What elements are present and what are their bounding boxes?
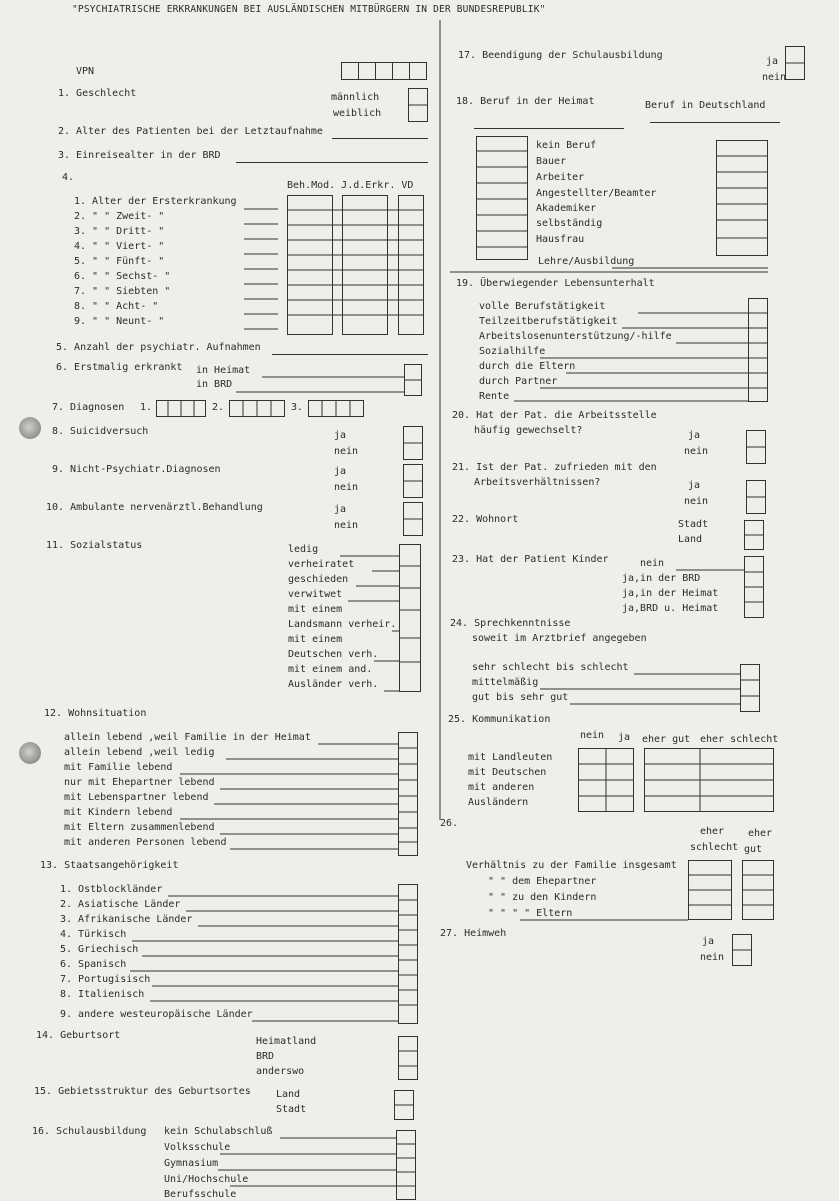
q21-opt: ja	[688, 480, 701, 491]
q14-opt: anderswo	[256, 1066, 305, 1077]
q26-col: schlecht	[690, 842, 739, 853]
q19-opt: durch die Eltern	[479, 361, 576, 372]
q4-row: 3. " " Dritt- "	[74, 226, 165, 237]
q26-label: 26.	[440, 818, 459, 829]
q18-opt: Akademiker	[536, 203, 597, 214]
q12-opt: allein lebend ,weil ledig	[64, 747, 215, 758]
q27-label: 27. Heimweh	[440, 928, 507, 939]
q15-opt: Land	[276, 1089, 301, 1100]
q16-opt: Gymnasium	[164, 1158, 219, 1169]
q27-opt: nein	[700, 952, 725, 963]
q4-row: 6. " " Sechst- "	[74, 271, 171, 282]
q27-opt: ja	[702, 936, 715, 947]
q12-opt: mit Kindern lebend	[64, 807, 173, 818]
q4-row: 4. " " Viert- "	[74, 241, 165, 252]
q16-opt: Uni/Hochschule	[164, 1174, 249, 1185]
vpn-label: VPN	[76, 66, 95, 77]
q24-opt: gut bis sehr gut	[472, 692, 569, 703]
q22-label: 22. Wohnort	[452, 514, 519, 525]
q18-opt: Bauer	[536, 156, 567, 167]
q11-opt: Ausländer verh.	[288, 679, 379, 690]
q15-opt: Stadt	[276, 1104, 307, 1115]
q4-row: 9. " " Neunt- "	[74, 316, 165, 327]
q23-opt: nein	[640, 558, 665, 569]
q24-label: 24. Sprechkenntnisse	[450, 618, 571, 629]
q6-opt: in BRD	[196, 379, 233, 390]
q17-opt: ja	[766, 56, 779, 67]
q11-opt: mit einem and.	[288, 664, 373, 675]
q25-label: 25. Kommunikation	[448, 714, 551, 725]
q4-row: 5. " " Fünft- "	[74, 256, 165, 267]
q19-opt: volle Berufstätigkeit	[479, 301, 606, 312]
q23-opt: ja,BRD u. Heimat	[622, 603, 719, 614]
q26-col: eher	[748, 828, 773, 839]
q7-n3: 3.	[291, 402, 304, 413]
q8-label: 8. Suicidversuch	[52, 426, 149, 437]
q6-opt: in Heimat	[196, 365, 251, 376]
q13-opt: 5. Griechisch	[60, 944, 139, 955]
q13-opt: 9. andere westeuropäische Länder	[60, 1009, 253, 1020]
q6-label: 6. Erstmalig erkrankt	[56, 362, 183, 373]
q15-label: 15. Gebietsstruktur des Geburtsortes	[34, 1086, 251, 1097]
q26-row: Verhältnis zu der Familie insgesamt	[466, 860, 677, 871]
q4-cols: Beh.Mod. J.d.Erkr. VD	[287, 180, 414, 191]
q12-opt: mit Eltern zusammenlebend	[64, 822, 215, 833]
q22-opt: Land	[678, 534, 703, 545]
q9-label: 9. Nicht-Psychiatr.Diagnosen	[52, 464, 221, 475]
q10-opt: ja	[334, 504, 347, 515]
q26-row: " " dem Ehepartner	[488, 876, 597, 887]
q18-opt: selbständig	[536, 218, 603, 229]
q11-opt: Landsmann verheir.	[288, 619, 397, 630]
q21-label: 21. Ist der Pat. zufrieden mit den	[452, 462, 657, 473]
q21-opt: nein	[684, 496, 709, 507]
q17-label: 17. Beendigung der Schulausbildung	[458, 50, 663, 61]
q13-opt: 4. Türkisch	[60, 929, 127, 940]
q5-label: 5. Anzahl der psychiatr. Aufnahmen	[56, 342, 261, 353]
q7-n2: 2.	[212, 402, 225, 413]
q23-label: 23. Hat der Patient Kinder	[452, 554, 609, 565]
q11-opt: mit einem	[288, 634, 343, 645]
q4-row: 7. " " Siebten "	[74, 286, 171, 297]
q11-opt: verwitwet	[288, 589, 343, 600]
q13-opt: 2. Asiatische Länder	[60, 899, 181, 910]
q13-opt: 7. Portugisisch	[60, 974, 151, 985]
q23-opt: ja,in der BRD	[622, 573, 701, 584]
q20-label: 20. Hat der Pat. die Arbeitsstelle	[452, 410, 657, 421]
q14-opt: Heimatland	[256, 1036, 317, 1047]
q25-row: Ausländern	[468, 797, 529, 808]
q11-opt: verheiratet	[288, 559, 355, 570]
q1-opt: weiblich	[333, 108, 382, 119]
q18-opt: kein Beruf	[536, 140, 597, 151]
q20-opt: ja	[688, 430, 701, 441]
q1-label: 1. Geschlecht	[58, 88, 137, 99]
q26-row: " " " " Eltern	[488, 908, 573, 919]
q19-opt: durch Partner	[479, 376, 558, 387]
q19-opt: Arbeitslosenunterstützung/-hilfe	[479, 331, 672, 342]
q4-label: 4.	[62, 172, 75, 183]
q8-opt: ja	[334, 430, 347, 441]
q19-opt: Rente	[479, 391, 510, 402]
q18-label: 18. Beruf in der Heimat	[456, 96, 595, 107]
q2-label: 2. Alter des Patienten bei der Letztaufnahme	[58, 126, 323, 137]
q16-opt: Volksschule	[164, 1142, 231, 1153]
q19-opt: Sozialhilfe	[479, 346, 546, 357]
q12-opt: mit Familie lebend	[64, 762, 173, 773]
q16-opt: kein Schulabschluß	[164, 1126, 273, 1137]
q19-opt: Teilzeitberufstätigkeit	[479, 316, 618, 327]
q25-row: mit Deutschen	[468, 767, 547, 778]
q13-opt: 8. Italienisch	[60, 989, 145, 1000]
q9-opt: nein	[334, 482, 359, 493]
q12-opt: nur mit Ehepartner lebend	[64, 777, 215, 788]
q21-label2: Arbeitsverhältnissen?	[474, 477, 601, 488]
q4-row: 8. " " Acht- "	[74, 301, 159, 312]
q11-opt: geschieden	[288, 574, 349, 585]
q8-opt: nein	[334, 446, 359, 457]
q4-row: 2. " " Zweit- "	[74, 211, 165, 222]
q25-col: eher gut	[642, 734, 691, 745]
q16-label: 16. Schulausbildung	[32, 1126, 147, 1137]
q11-opt: mit einem	[288, 604, 343, 615]
q25-col: ja	[618, 732, 631, 743]
q12-opt: mit Lebenspartner lebend	[64, 792, 209, 803]
q25-row: mit Landleuten	[468, 752, 553, 763]
q26-row: " " zu den Kindern	[488, 892, 597, 903]
q12-label: 12. Wohnsituation	[44, 708, 147, 719]
q13-opt: 1. Ostblockländer	[60, 884, 163, 895]
q22-opt: Stadt	[678, 519, 709, 530]
q25-col: nein	[580, 730, 605, 741]
q3-label: 3. Einreisealter in der BRD	[58, 150, 221, 161]
q9-opt: ja	[334, 466, 347, 477]
q18-opt: Arbeiter	[536, 172, 585, 183]
q13-opt: 6. Spanisch	[60, 959, 127, 970]
q25-row: mit anderen	[468, 782, 535, 793]
q24-opt: mittelmäßig	[472, 677, 539, 688]
form-title: "PSYCHIATRISCHE ERKRANKUNGEN BEI AUSLÄNDISCHEN MITBÜRGERN IN DER BUNDESREPUBLIK"	[72, 4, 546, 15]
q13-label: 13. Staatsangehörigkeit	[40, 860, 179, 871]
q12-opt: mit anderen Personen lebend	[64, 837, 227, 848]
q18-opt: Hausfrau	[536, 234, 585, 245]
q20-label2: häufig gewechselt?	[474, 425, 583, 436]
q4-row: 1. Alter der Ersterkrankung	[74, 196, 237, 207]
q11-opt: Deutschen verh.	[288, 649, 379, 660]
q11-label: 11. Sozialstatus	[46, 540, 143, 551]
q10-opt: nein	[334, 520, 359, 531]
q7-label: 7. Diagnosen	[52, 402, 125, 413]
q23-opt: ja,in der Heimat	[622, 588, 719, 599]
q10-label: 10. Ambulante nervenärztl.Behandlung	[46, 502, 263, 513]
q26-col: eher	[700, 826, 725, 837]
q18-label2: Beruf in Deutschland	[645, 100, 766, 111]
q18-opt: Lehre/Ausbildung	[538, 256, 635, 267]
q17-opt: nein	[762, 72, 787, 83]
q14-opt: BRD	[256, 1051, 275, 1062]
q7-n1: 1.	[140, 402, 153, 413]
q24-opt: sehr schlecht bis schlecht	[472, 662, 629, 673]
q1-opt: männlich	[331, 92, 380, 103]
q16-opt: Berufsschule	[164, 1189, 237, 1200]
q25-col: eher schlecht	[700, 734, 779, 745]
q13-opt: 3. Afrikanische Länder	[60, 914, 193, 925]
q26-col: gut	[744, 844, 763, 855]
q24-label2: soweit im Arztbrief angegeben	[472, 633, 647, 644]
q19-label: 19. Überwiegender Lebensunterhalt	[456, 278, 655, 289]
q12-opt: allein lebend ,weil Familie in der Heimat	[64, 732, 311, 743]
q20-opt: nein	[684, 446, 709, 457]
q11-opt: ledig	[288, 544, 319, 555]
q14-label: 14. Geburtsort	[36, 1030, 121, 1041]
q18-opt: Angestellter/Beamter	[536, 188, 657, 199]
